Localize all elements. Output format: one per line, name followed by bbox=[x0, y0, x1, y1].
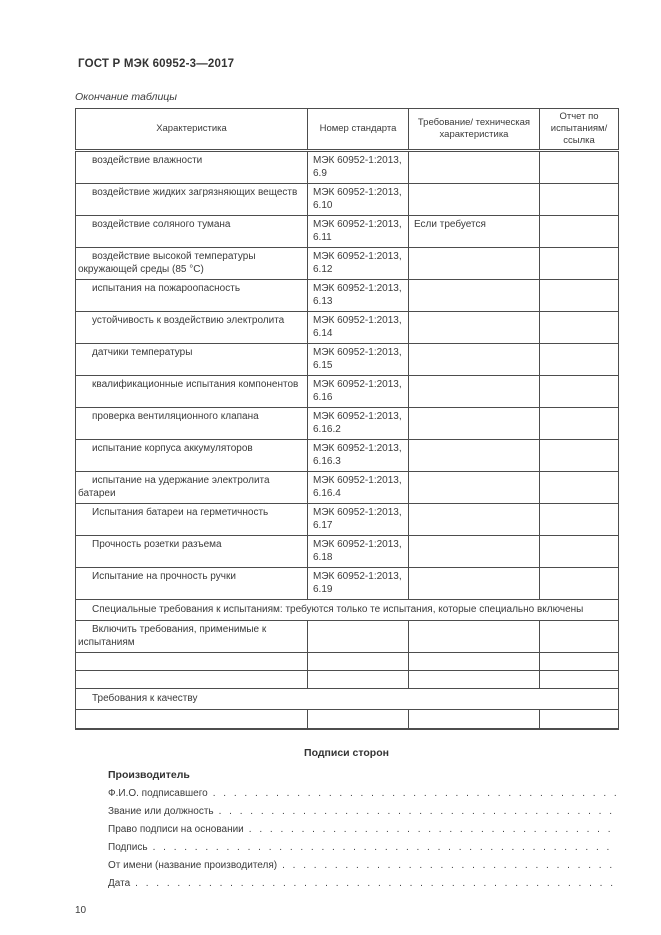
requirement-cell bbox=[409, 248, 540, 280]
standard-cell bbox=[308, 472, 409, 504]
standard-cell bbox=[308, 621, 409, 653]
special-requirements-row bbox=[76, 600, 619, 621]
requirement-cell bbox=[409, 621, 540, 653]
header-test-report: Отчет по испытаниям/ ссылка bbox=[540, 109, 619, 151]
report-cell bbox=[540, 408, 619, 440]
standard-number: МЭК 60952-1:2013, bbox=[313, 347, 402, 358]
report-cell bbox=[540, 536, 619, 568]
report-cell bbox=[540, 344, 619, 376]
table-row bbox=[76, 408, 619, 440]
table-row bbox=[76, 312, 619, 344]
quality-requirements-row bbox=[76, 689, 619, 710]
requirement-cell bbox=[409, 440, 540, 472]
report-cell bbox=[540, 568, 619, 600]
standard-number: МЭК 60952-1:2013, bbox=[313, 315, 402, 326]
table-row bbox=[76, 184, 619, 216]
table-row bbox=[76, 344, 619, 376]
standard-clause: 6.13 bbox=[313, 295, 333, 307]
requirement-cell bbox=[409, 344, 540, 376]
signature-field-row bbox=[108, 842, 618, 860]
page-number: 10 bbox=[75, 904, 87, 916]
signature-field-label: Звание или должность bbox=[108, 805, 214, 817]
standard-clause: 6.16 bbox=[313, 391, 333, 403]
standard-cell bbox=[308, 408, 409, 440]
standard-clause: 6.16.2 bbox=[313, 423, 341, 435]
dotted-leader bbox=[219, 806, 618, 817]
standard-clause: 6.16.4 bbox=[313, 487, 341, 499]
signature-field-label: Дата bbox=[108, 877, 131, 889]
standard-cell bbox=[308, 440, 409, 472]
standard-cell bbox=[308, 536, 409, 568]
standard-cell bbox=[308, 216, 409, 248]
requirement-cell bbox=[409, 472, 540, 504]
report-cell bbox=[540, 184, 619, 216]
empty-row bbox=[76, 671, 619, 689]
empty-row bbox=[76, 653, 619, 671]
standard-number: МЭК 60952-1:2013, bbox=[313, 283, 402, 294]
table-row bbox=[76, 151, 619, 184]
table-row bbox=[76, 376, 619, 408]
table-row bbox=[76, 536, 619, 568]
standard-cell bbox=[308, 568, 409, 600]
report-cell bbox=[540, 280, 619, 312]
standard-number: МЭК 60952-1:2013, bbox=[313, 475, 402, 486]
report-cell bbox=[540, 504, 619, 536]
requirement-cell bbox=[409, 184, 540, 216]
standard-cell bbox=[308, 184, 409, 216]
header-characteristic: Характеристика bbox=[76, 109, 308, 151]
characteristic-cell: устойчивость к воздействию электролита bbox=[76, 312, 308, 344]
table-header-row bbox=[76, 109, 619, 151]
requirements-table bbox=[75, 108, 619, 730]
requirement-cell bbox=[409, 536, 540, 568]
include-requirements-label: Включить требования, применимые к испытаниям bbox=[76, 621, 308, 653]
document-title: ГОСТ Р МЭК 60952-3—2017 bbox=[78, 58, 235, 70]
characteristic-cell: воздействие соляного тумана bbox=[76, 216, 308, 248]
signatures-party-title: Производитель bbox=[108, 768, 190, 781]
standard-cell bbox=[308, 504, 409, 536]
standard-clause: 6.16.3 bbox=[313, 455, 341, 467]
characteristic-cell: испытание корпуса аккумуляторов bbox=[76, 440, 308, 472]
standard-clause: 6.11 bbox=[313, 231, 332, 243]
standard-clause: 6.15 bbox=[313, 359, 333, 371]
standard-clause: 6.17 bbox=[313, 519, 333, 531]
report-cell bbox=[540, 472, 619, 504]
standard-clause: 6.9 bbox=[313, 167, 327, 179]
requirement-cell bbox=[409, 568, 540, 600]
page-content bbox=[75, 58, 618, 916]
characteristic-cell: испытания на пожароопасность bbox=[76, 280, 308, 312]
characteristic-cell: Испытания батареи на герметичность bbox=[76, 504, 308, 536]
include-requirements-row bbox=[76, 621, 619, 653]
standard-clause: 6.12 bbox=[313, 263, 333, 275]
requirement-cell: Если требуется bbox=[409, 216, 540, 248]
requirement-cell bbox=[409, 408, 540, 440]
dotted-leader bbox=[282, 860, 618, 871]
report-cell bbox=[540, 312, 619, 344]
standard-cell bbox=[308, 151, 409, 184]
signature-field-label: Подпись bbox=[108, 841, 148, 853]
report-cell bbox=[540, 248, 619, 280]
characteristic-cell: воздействие высокой температуры окружающей среды (85 °C) bbox=[76, 248, 308, 280]
dotted-leader bbox=[213, 788, 618, 799]
characteristic-cell: испытание на удержание электролита батареи bbox=[76, 472, 308, 504]
table-row bbox=[76, 440, 619, 472]
report-cell bbox=[540, 376, 619, 408]
signature-fields bbox=[108, 788, 618, 896]
standard-number: МЭК 60952-1:2013, bbox=[313, 571, 402, 582]
standard-clause: 6.10 bbox=[313, 199, 333, 211]
standard-cell bbox=[308, 312, 409, 344]
header-requirement: Требование/ техническая характеристика bbox=[409, 109, 540, 151]
signature-field-row bbox=[108, 878, 618, 896]
standard-cell bbox=[308, 248, 409, 280]
characteristic-cell: датчики температуры bbox=[76, 344, 308, 376]
characteristic-cell: воздействие жидких загрязняющих веществ bbox=[76, 184, 308, 216]
signature-field-row bbox=[108, 788, 618, 806]
standard-clause: 6.19 bbox=[313, 583, 333, 595]
signature-field-row bbox=[108, 824, 618, 842]
signature-field-row bbox=[108, 860, 618, 878]
signature-field-label: Ф.И.О. подписавшего bbox=[108, 787, 208, 799]
table-row bbox=[76, 472, 619, 504]
standard-number: МЭК 60952-1:2013, bbox=[313, 443, 402, 454]
dotted-leader bbox=[135, 878, 618, 889]
table-row bbox=[76, 280, 619, 312]
standard-number: МЭК 60952-1:2013, bbox=[313, 155, 402, 166]
requirement-cell bbox=[409, 280, 540, 312]
header-standard-number: Номер стандарта bbox=[308, 109, 409, 151]
standard-cell bbox=[308, 344, 409, 376]
report-cell bbox=[540, 216, 619, 248]
requirement-cell bbox=[409, 376, 540, 408]
standard-number: МЭК 60952-1:2013, bbox=[313, 187, 402, 198]
standard-number: МЭК 60952-1:2013, bbox=[313, 219, 402, 230]
standard-number: МЭК 60952-1:2013, bbox=[313, 411, 402, 422]
table-row bbox=[76, 248, 619, 280]
report-cell bbox=[540, 440, 619, 472]
signature-field-label: Право подписи на основании bbox=[108, 823, 244, 835]
table-row bbox=[76, 216, 619, 248]
standard-cell bbox=[308, 376, 409, 408]
standard-clause: 6.18 bbox=[313, 551, 333, 563]
standard-number: МЭК 60952-1:2013, bbox=[313, 539, 402, 550]
requirement-cell bbox=[409, 504, 540, 536]
characteristic-cell: квалификационные испытания компонентов bbox=[76, 376, 308, 408]
special-requirements-note: Специальные требования к испытаниям: требуются только те испытания, которые специально включены bbox=[76, 600, 619, 621]
table-row bbox=[76, 504, 619, 536]
standard-clause: 6.14 bbox=[313, 327, 333, 339]
dotted-leader bbox=[249, 824, 618, 835]
signature-field-row bbox=[108, 806, 618, 824]
standard-number: МЭК 60952-1:2013, bbox=[313, 507, 402, 518]
table-caption: Окончание таблицы bbox=[75, 91, 178, 103]
standard-cell bbox=[308, 280, 409, 312]
signature-field-label: От имени (название производителя) bbox=[108, 859, 278, 871]
dotted-leader bbox=[153, 842, 618, 853]
characteristic-cell: воздействие влажности bbox=[76, 151, 308, 184]
signatures-section-title: Подписи сторон bbox=[304, 746, 389, 759]
report-cell bbox=[540, 621, 619, 653]
characteristic-cell: проверка вентиляционного клапана bbox=[76, 408, 308, 440]
requirement-cell bbox=[409, 151, 540, 184]
standard-number: МЭК 60952-1:2013, bbox=[313, 251, 402, 262]
standard-number: МЭК 60952-1:2013, bbox=[313, 379, 402, 390]
report-cell bbox=[540, 151, 619, 184]
characteristic-cell: Прочность розетки разъема bbox=[76, 536, 308, 568]
characteristic-cell: Испытание на прочность ручки bbox=[76, 568, 308, 600]
table-row bbox=[76, 568, 619, 600]
empty-row bbox=[76, 710, 619, 729]
requirement-cell bbox=[409, 312, 540, 344]
quality-requirements-label: Требования к качеству bbox=[76, 689, 619, 710]
